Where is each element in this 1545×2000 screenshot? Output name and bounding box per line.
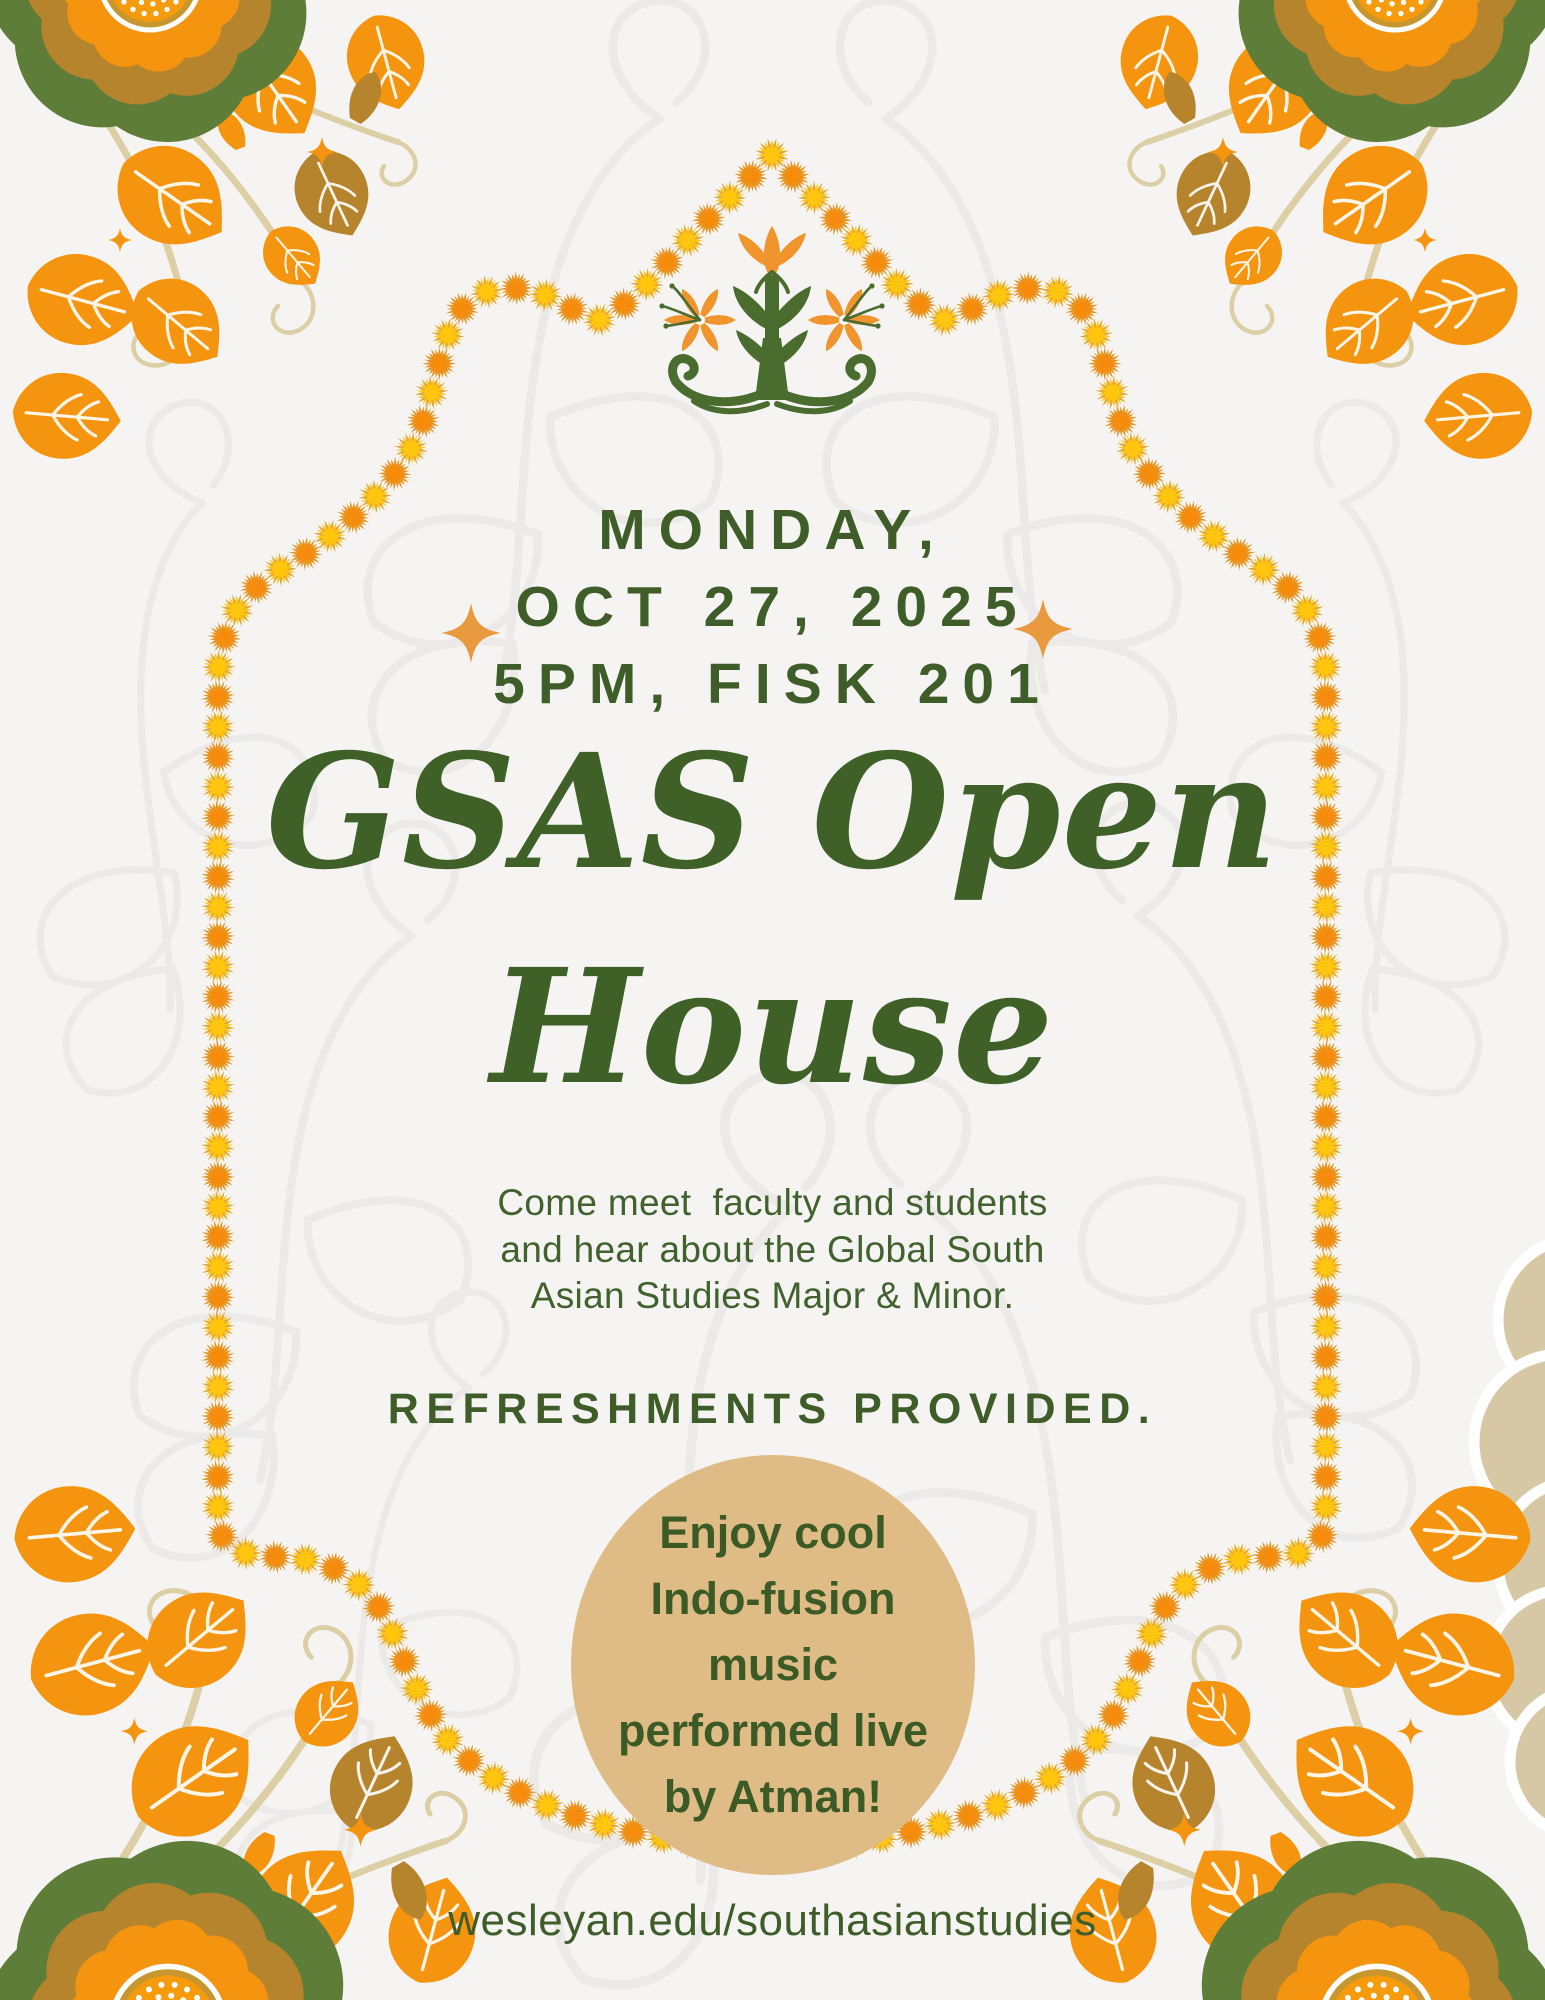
event-description <box>0 1180 1545 1320</box>
website-url: wesleyan.edu/southasianstudies <box>448 1896 1097 1945</box>
corner-floral-ornament-top-left <box>0 0 436 464</box>
lily-crest-icon <box>659 226 884 411</box>
corner-floral-ornament-top-right <box>1109 0 1545 464</box>
title-line-2: House <box>490 935 1055 1120</box>
date-line: MONDAY, <box>598 498 947 562</box>
badge-line: Indo-fusion <box>650 1573 896 1624</box>
badge-line: by Atman! <box>663 1771 883 1822</box>
description-line: Come meet faculty and students <box>497 1182 1048 1223</box>
title-line-1: GSAS Open <box>265 720 1280 905</box>
date-line: 5PM, FISK 201 <box>493 652 1052 716</box>
date-line: OCT 27, 2025 <box>515 575 1030 639</box>
event-datetime <box>0 492 1545 723</box>
badge-line: music <box>707 1639 839 1690</box>
description-line: Asian Studies Major & Minor. <box>530 1275 1015 1316</box>
description-line: and hear about the Global South <box>500 1228 1045 1270</box>
badge-line: Enjoy cool <box>659 1507 887 1558</box>
poster-title <box>0 705 1545 1135</box>
refreshments-note: REFRESHMENTS PROVIDED. <box>387 1385 1158 1433</box>
music-badge <box>571 1455 975 1875</box>
badge-line: performed live <box>617 1705 929 1756</box>
